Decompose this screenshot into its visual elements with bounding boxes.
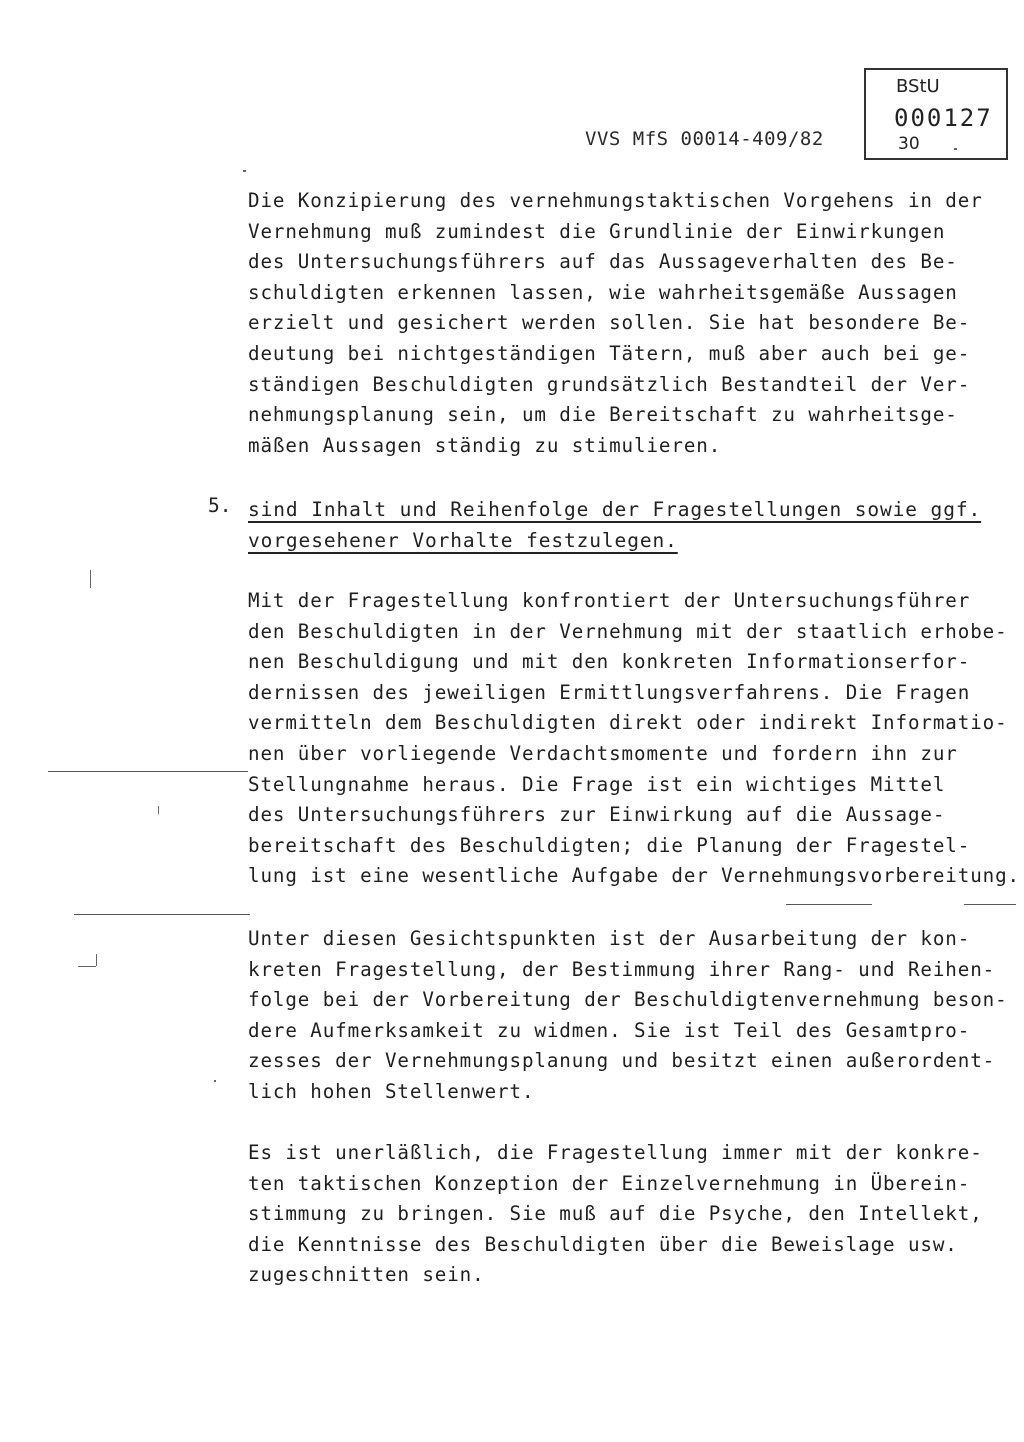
text-line: Stellungnahme heraus. Die Frage ist ein wichtiges Mittel: [248, 772, 946, 796]
text-line: Vernehmung muß zumindest die Grundlinie der Einwirkungen: [248, 219, 946, 243]
paragraph-1: [248, 186, 993, 461]
scan-rule: [48, 771, 248, 772]
text-line: nehmungsplanung sein, um die Bereitschaft zu wahrheitsge-: [248, 403, 958, 427]
text-line: des Untersuchungsführers auf das Aussageverhalten des Be-: [248, 250, 958, 274]
text-line: bereitschaft des Beschuldigten; die Planung der Fragestel-: [248, 833, 971, 857]
scan-speck: [78, 966, 96, 967]
paragraph-2: [248, 586, 1021, 892]
scan-speck: [243, 170, 246, 172]
text-line: kreten Fragestellung, der Bestimmung ihrer Rang- und Reihen-: [248, 957, 996, 981]
text-line: schuldigten erkennen lassen, wie wahrheitsgemäße Aussagen: [248, 280, 958, 304]
archive-stamp: [864, 68, 1008, 160]
text-line: ständigen Beschuldigten grundsätzlich Bestandteil der Ver-: [248, 372, 971, 396]
text-line: ten taktischen Konzeption der Einzelvernehmung in Überein-: [248, 1171, 971, 1195]
page-number: 30: [898, 134, 920, 154]
text-line: Die Konzipierung des vernehmungstaktischen Vorgehens in der: [248, 189, 983, 212]
item-number: 5.: [208, 494, 232, 517]
scan-rule: [74, 914, 250, 915]
text-line: lung ist eine wesentliche Aufgabe der Vernehmungsvorbereitung.: [248, 864, 1021, 888]
text-line: deutung bei nichtgeständigen Tätern, muß aber auch bei ge-: [248, 341, 971, 365]
document-reference: VVS MfS 00014-409/82: [585, 128, 824, 150]
text-line: des Untersuchungsführers zur Einwirkung auf die Aussage-: [248, 803, 946, 827]
scan-speck: [158, 806, 159, 814]
stamp-number: 000127: [894, 104, 993, 132]
text-line: den Beschuldigten in der Vernehmung mit der staatlich erhobe-: [248, 619, 1008, 643]
text-line: dernissen des jeweiligen Ermittlungsverfahrens. Die Fragen: [248, 680, 971, 704]
stamp-title: BStU: [896, 76, 940, 97]
scan-speck: [90, 570, 91, 588]
text-line: vermitteln dem Beschuldigten direkt oder indirekt Informatio-: [248, 711, 1008, 735]
scan-speck: [96, 954, 97, 966]
text-line: nen über vorliegende Verdachtsmomente und fordern ihn zur: [248, 741, 958, 765]
item-heading-line: sind Inhalt und Reihenfolge der Fragestellungen sowie ggf.: [248, 498, 982, 521]
text-line: mäßen Aussagen ständig zu stimulieren.: [248, 433, 722, 457]
scan-rule: [786, 904, 872, 905]
text-line: stimmung zu bringen. Sie muß auf die Psyche, den Intellekt,: [248, 1202, 983, 1226]
text-line: Unter diesen Gesichtspunkten ist der Ausarbeitung der kon-: [248, 927, 971, 950]
text-line: zesses der Vernehmungsplanung und besitzt einen außerordent-: [248, 1049, 996, 1073]
scan-rule: [964, 904, 1016, 905]
paragraph-4: [248, 1138, 993, 1291]
scan-speck: [954, 148, 957, 150]
text-line: Mit der Fragestellung konfrontiert der Untersuchungsführer: [248, 589, 971, 612]
paragraph-3: [248, 924, 1008, 1108]
text-line: lich hohen Stellenwert.: [248, 1079, 535, 1103]
item-heading: [248, 494, 981, 556]
text-line: zugeschnitten sein.: [248, 1263, 485, 1287]
text-line: folge bei der Vorbereitung der Beschuldigtenvernehmung beson-: [248, 988, 1008, 1012]
item-heading-line: vorgesehener Vorhalte festzulegen.: [248, 529, 678, 552]
text-line: nen Beschuldigung und mit den konkreten Informationserfor-: [248, 650, 971, 674]
scan-speck: [214, 1080, 216, 1082]
text-line: dere Aufmerksamkeit zu widmen. Sie ist Teil des Gesamtpro-: [248, 1018, 971, 1042]
text-line: Es ist unerläßlich, die Fragestellung immer mit der konkre-: [248, 1141, 983, 1164]
text-line: erzielt und gesichert werden sollen. Sie hat besondere Be-: [248, 311, 971, 335]
text-line: die Kenntnisse des Beschuldigten über die Beweislage usw.: [248, 1232, 958, 1256]
